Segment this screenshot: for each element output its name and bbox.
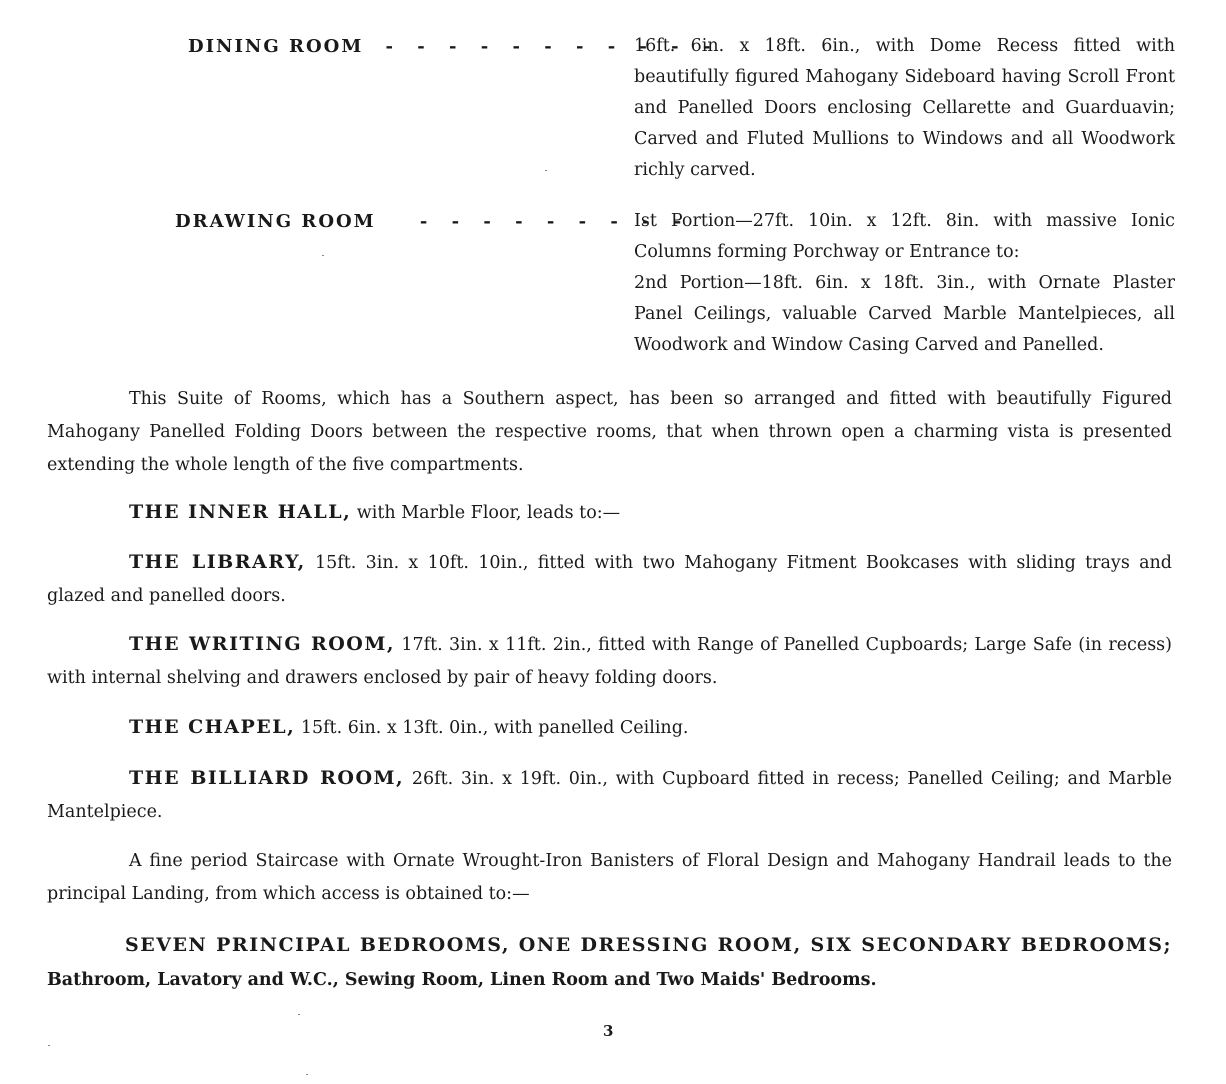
library-paragraph bbox=[47, 546, 1172, 613]
drawing-room-leader-dots: - - - - - - - - - bbox=[419, 211, 691, 232]
drawing-room-label bbox=[175, 211, 690, 232]
bedrooms-text: Bathroom, Lavatory and W.C., Sewing Room, Linen Room and Two Maids' Bedrooms. bbox=[47, 970, 877, 990]
scan-speck bbox=[298, 1014, 300, 1015]
inner-hall-text: with Marble Floor, leads to:— bbox=[351, 503, 621, 523]
library-heading: THE LIBRARY, bbox=[129, 551, 306, 573]
chapel-heading: THE CHAPEL, bbox=[129, 716, 296, 738]
scan-speck bbox=[545, 170, 547, 171]
suite-paragraph-text: This Suite of Rooms, which has a Southern aspect, has been so arranged and fitted with beautifully Figured Mahogany Panelled Folding Doors between the respective rooms, that when thrown open a charming vista is presented extending the whole length of the five compartments. bbox=[47, 389, 1172, 475]
chapel-text: 15ft. 6in. x 13ft. 0in., with panelled Ceiling. bbox=[295, 718, 689, 738]
staircase-paragraph-text: A fine period Staircase with Ornate Wrought-Iron Banisters of Floral Design and Mahogany Handrail leads to the principal Landing, from which access is obtained to:— bbox=[47, 851, 1172, 904]
billiard-room-heading: THE BILLIARD ROOM, bbox=[129, 767, 405, 789]
writing-room-paragraph bbox=[47, 628, 1172, 695]
dining-room-description bbox=[634, 31, 1175, 186]
page-number: 3 bbox=[603, 1022, 614, 1040]
billiard-room-paragraph bbox=[47, 762, 1172, 829]
library-text: 15ft. 3in. x 10ft. 10in., fitted with two Mahogany Fitment Bookcases with sliding trays and glazed and panelled doors. bbox=[47, 553, 1172, 606]
scan-speck bbox=[48, 1045, 50, 1046]
scan-speck bbox=[322, 255, 324, 256]
writing-room-heading: THE WRITING ROOM, bbox=[129, 633, 395, 655]
drawing-room-second-portion: 2nd Portion—18ft. 6in. x 18ft. 3in., with Ornate Plaster Panel Ceilings, valuable Carved Marble Mantelpieces, all Woodwork and Window Casing Carved and Panelled. bbox=[634, 273, 1175, 355]
dining-room-description-text: 16ft. 6in. x 18ft. 6in., with Dome Recess fitted with beautifully figured Mahogany Sideboard having Scroll Front and Panelled Doors enclosing Cellarette and Guarduavin; Carved and Fluted Mullions to Windows and all Woodwork richly carved. bbox=[634, 36, 1175, 180]
bedrooms-heading: SEVEN PRINCIPAL BEDROOMS, ONE DRESSING ROOM, SIX SECONDARY BEDROOMS; bbox=[125, 934, 1172, 956]
bedrooms-paragraph bbox=[47, 928, 1172, 997]
dining-room-name: DINING ROOM bbox=[188, 36, 364, 57]
inner-hall-heading: THE INNER HALL, bbox=[129, 501, 352, 523]
chapel-paragraph bbox=[47, 711, 1172, 745]
drawing-room-description bbox=[634, 206, 1175, 361]
billiard-room-text: 26ft. 3in. x 19ft. 0in., with Cupboard fitted in recess; Panelled Ceiling; and Marble Mantelpiece. bbox=[47, 769, 1172, 822]
drawing-room-name: DRAWING ROOM bbox=[175, 211, 376, 232]
staircase-paragraph bbox=[47, 845, 1172, 911]
writing-room-text: 17ft. 3in. x 11ft. 2in., fitted with Range of Panelled Cupboards; Large Safe (in recess) with internal shelving and drawers enclosed by pair of heavy folding doors. bbox=[47, 635, 1172, 688]
drawing-room-first-portion: Ist Portion—27ft. 10in. x 12ft. 8in. with massive Ionic Columns forming Porchway or Entrance to: bbox=[634, 211, 1175, 262]
scan-speck bbox=[306, 1074, 308, 1075]
inner-hall-paragraph bbox=[47, 496, 1172, 530]
suite-paragraph bbox=[47, 383, 1172, 482]
dining-room-leader-dots: - - - - - - - - - - - bbox=[385, 36, 720, 57]
